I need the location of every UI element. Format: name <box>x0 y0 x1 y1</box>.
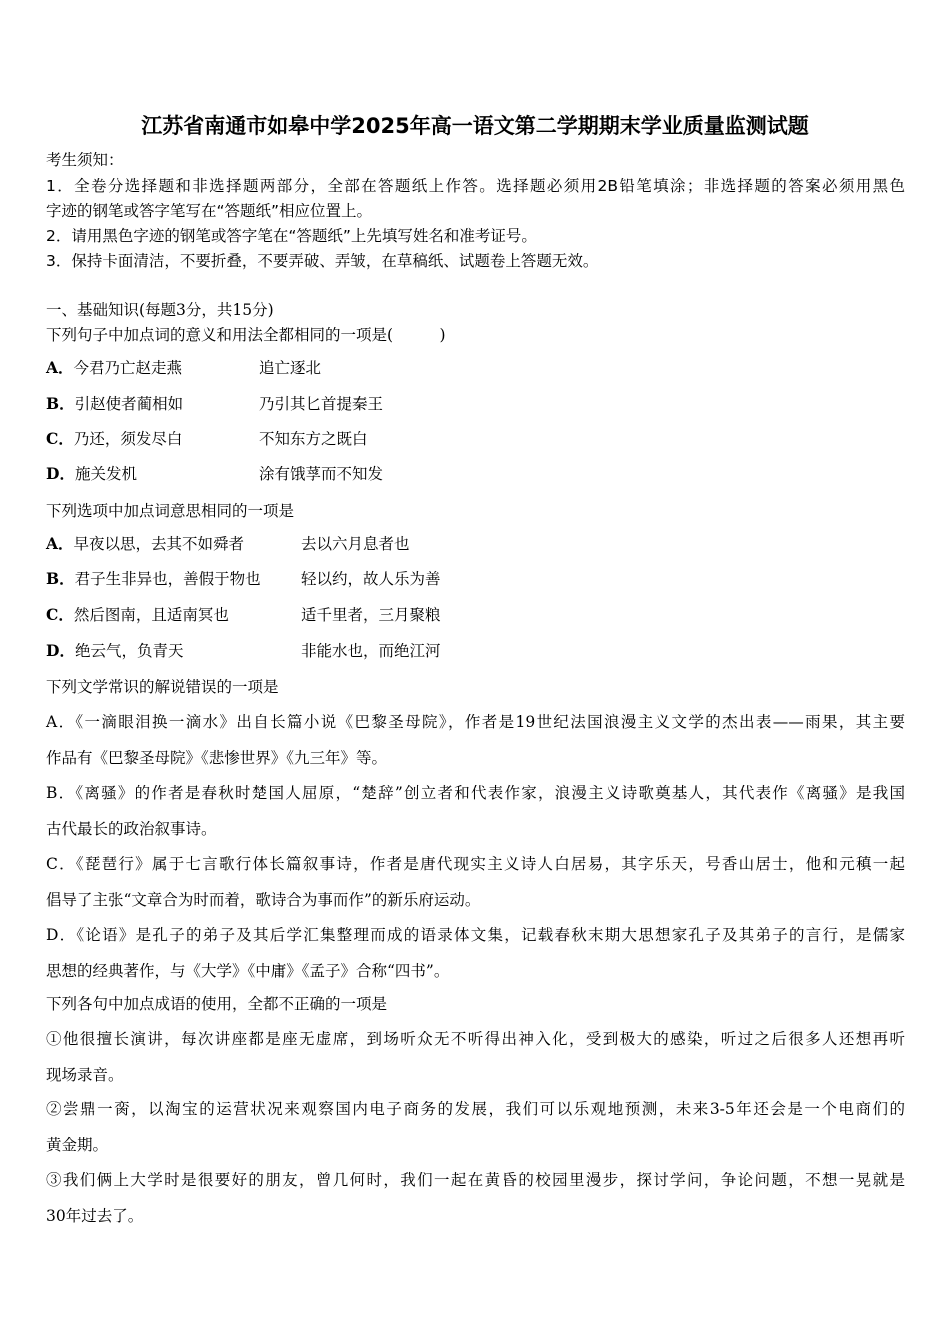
q4-sentence-2-cont: 黄金期。 <box>46 1136 109 1154</box>
notice-item-3: 3．保持卡面清洁，不要折叠，不要弄破、弄皱，在草稿纸、试题卷上答题无效。 <box>46 252 599 270</box>
q3-stem: 下列文学常识的解说错误的一项是 <box>46 678 279 696</box>
q4-sentence-1-cont: 现场录音。 <box>46 1066 124 1084</box>
option-label: C． <box>46 429 74 448</box>
option-right: 追亡逐北 <box>259 359 322 377</box>
q3-option-c: C．《琵琶行》属于七言歌行体长篇叙事诗，作者是唐代现实主义诗人白居易，其字乐天，号香山居士，他和元稹一起 <box>46 855 905 873</box>
option-left: 早夜以思，去其不如舜者 <box>73 535 245 553</box>
q2-option-c <box>46 605 906 625</box>
q4-stem: 下列各句中加点成语的使用，全都不正确的一项是 <box>46 995 388 1013</box>
option-right: 不知东方之既白 <box>259 430 368 448</box>
q2-option-d <box>46 641 906 661</box>
option-right: 轻以约，故人乐为善 <box>301 570 441 588</box>
option-right: 涂有饿莩而不知发 <box>259 465 384 483</box>
section-heading: 一、基础知识(每题3分，共15分) <box>46 301 274 319</box>
option-right: 适千里者，三月聚粮 <box>301 606 441 624</box>
option-left: 绝云气，负青天 <box>74 642 184 660</box>
q1-option-d <box>46 464 906 484</box>
option-left: 引赵使者蔺相如 <box>74 395 184 413</box>
q1-stem: 下列句子中加点词的意义和用法全都相同的一项是( ) <box>46 326 446 344</box>
option-right: 非能水也，而绝江河 <box>301 642 441 660</box>
option-label: A． <box>46 358 74 377</box>
q3-option-b-cont: 古代最长的政治叙事诗。 <box>46 820 217 838</box>
q3-option-d-cont: 思想的经典著作，与《大学》《中庸》《孟子》合称“四书”。 <box>46 962 450 980</box>
q4-sentence-3: ③我们俩上大学时是很要好的朋友，曾几何时，我们一起在黄昏的校园里漫步，探讨学问，争论问题，不想一晃就是 <box>46 1171 905 1189</box>
option-left: 今君乃亡赵走燕 <box>73 359 183 377</box>
q1-option-c <box>46 429 906 449</box>
q3-option-a: A．《一滴眼泪换一滴水》出自长篇小说《巴黎圣母院》，作者是19世纪法国浪漫主义文学的杰出表——雨果，其主要 <box>46 713 905 731</box>
option-label: D． <box>46 641 75 660</box>
q2-stem: 下列选项中加点词意思相同的一项是 <box>46 502 295 520</box>
q4-sentence-1: ①他很擅长演讲，每次讲座都是座无虚席，到场听众无不听得出神入化，受到极大的感染，听过之后很多人还想再听 <box>46 1030 905 1048</box>
option-label: C． <box>46 605 74 624</box>
option-right: 去以六月息者也 <box>301 535 410 553</box>
q3-option-a-cont: 作品有《巴黎圣母院》《悲惨世界》《九三年》等。 <box>46 749 388 767</box>
notice-item-1-cont: 字迹的钢笔或答字笔写在“答题纸”相应位置上。 <box>46 202 373 220</box>
notice-heading: 考生须知： <box>46 151 124 169</box>
q1-option-a <box>46 358 906 378</box>
option-left: 然后图南，且适南冥也 <box>73 606 229 624</box>
q4-sentence-3-cont: 30年过去了。 <box>46 1207 144 1225</box>
option-right: 乃引其匕首提秦王 <box>259 395 384 413</box>
option-label: D． <box>46 464 75 483</box>
option-left: 施关发机 <box>74 465 137 483</box>
q2-option-a <box>46 534 906 554</box>
option-label: A． <box>46 534 74 553</box>
q3-option-d: D．《论语》是孔子的弟子及其后学汇集整理而成的语录体文集，记载春秋末期大思想家孔子及其弟子的言行，是儒家 <box>46 926 905 944</box>
q2-option-b <box>46 569 906 589</box>
option-left: 君子生非异也，善假于物也 <box>74 570 261 588</box>
notice-item-1: 1．全卷分选择题和非选择题两部分，全部在答题纸上作答。选择题必须用2B铅笔填涂；非选择题的答案必须用黑色 <box>46 177 905 195</box>
notice-item-2: 2．请用黑色字迹的钢笔或答字笔在“答题纸”上先填写姓名和准考证号。 <box>46 227 537 245</box>
q3-option-b: B．《离骚》的作者是春秋时楚国人屈原，“楚辞”创立者和代表作家，浪漫主义诗歌奠基人，其代表作《离骚》是我国 <box>46 784 905 802</box>
option-left: 乃还，须发尽白 <box>73 430 183 448</box>
option-label: B． <box>46 394 75 413</box>
q1-option-b <box>46 394 906 414</box>
q3-option-c-cont: 倡导了主张“文章合为时而着，歌诗合为事而作”的新乐府运动。 <box>46 891 481 909</box>
option-label: B． <box>46 569 75 588</box>
q4-sentence-2: ②尝鼎一脔，以淘宝的运营状况来观察国内电子商务的发展，我们可以乐观地预测，未来3-5年还会是一个电商们的 <box>46 1100 905 1118</box>
page-title: 江苏省南通市如皋中学2025年高一语文第二学期期末学业质量监测试题 <box>141 114 809 138</box>
